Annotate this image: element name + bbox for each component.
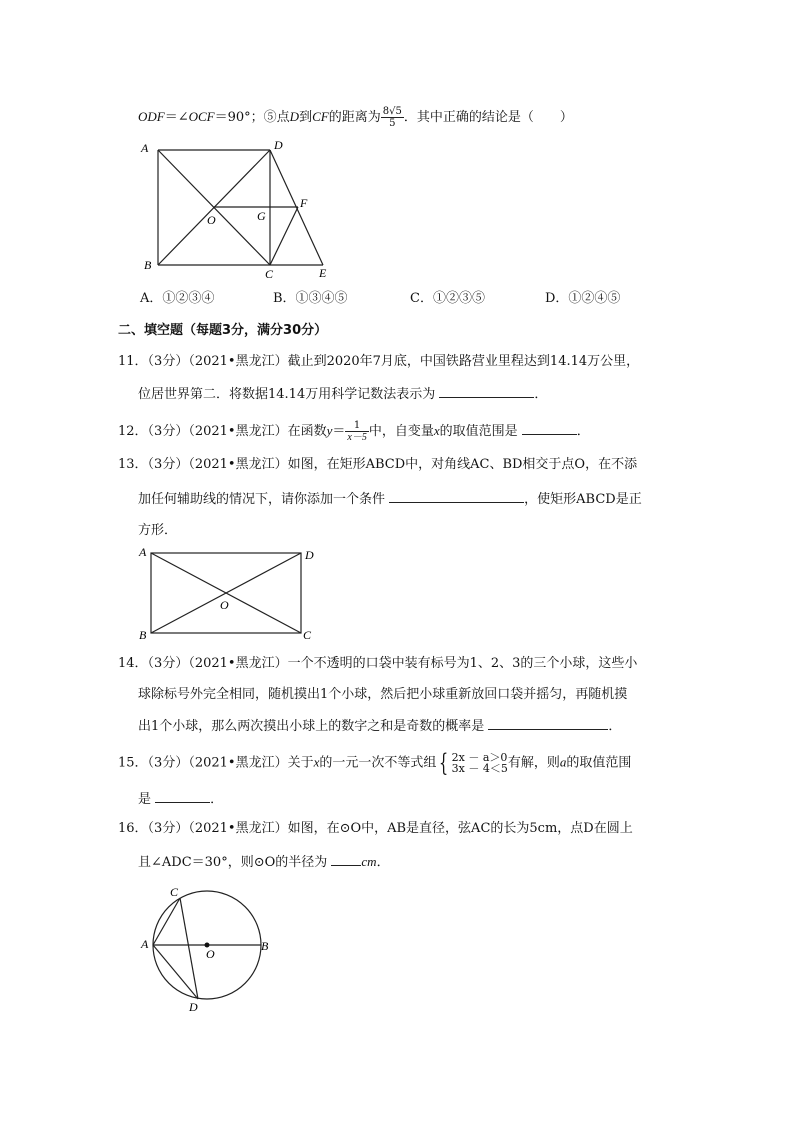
q13-line-1: 13．（3分）（2021•黑龙江）如图，在矩形ABCD中，对角线AC、BD相交于点O，在不添 bbox=[118, 457, 638, 472]
q14-line-2: 球除标号外完全相同，随机摸出1个小球，然后把小球重新放回口袋并摇匀，再随机摸 bbox=[138, 687, 628, 702]
q10-frac-den: 5 bbox=[389, 118, 396, 129]
q10-text-odf: ODF bbox=[138, 109, 165, 124]
q16-line-2 bbox=[138, 853, 390, 872]
q10-option-b: B．①③④⑤ bbox=[273, 291, 348, 306]
figure-rectangle bbox=[135, 543, 325, 643]
q14-end: ． bbox=[608, 719, 622, 734]
q15-text: 的取值范围 bbox=[566, 755, 632, 771]
fig3-label-c: C bbox=[170, 885, 179, 899]
fig2-label-b: B bbox=[139, 628, 147, 642]
q12-text: 中，自变量 bbox=[368, 424, 434, 439]
q10-text: D bbox=[289, 109, 300, 124]
fig2-label-d: D bbox=[305, 548, 314, 562]
fig2-label-c: C bbox=[303, 628, 312, 642]
fig1-label-e: E bbox=[319, 266, 327, 280]
q12-fraction bbox=[345, 420, 368, 443]
q10-text: ＝∠ bbox=[164, 110, 189, 125]
q13-text: ，使矩形ABCD是正 bbox=[524, 492, 642, 507]
q16-answer-blank[interactable] bbox=[331, 853, 361, 866]
q10-option-a: A．①②③④ bbox=[140, 291, 215, 306]
q10-fraction bbox=[381, 106, 404, 129]
q16-unit: cm bbox=[361, 854, 377, 869]
q10-text: ＝90°；⑤点 bbox=[214, 110, 290, 125]
fig3-label-b: B bbox=[261, 939, 269, 953]
q15-line-2 bbox=[138, 790, 223, 809]
q15-a: a bbox=[559, 754, 567, 770]
q12-end: ． bbox=[576, 424, 590, 439]
fig3-label-d: D bbox=[189, 1000, 198, 1014]
q15-text: 的一元一次不等式组 bbox=[319, 755, 437, 771]
fig3-label-a: A bbox=[141, 937, 149, 951]
q12-x: x bbox=[433, 423, 440, 438]
q13-text: 加任何辅助线的情况下，请你添加一个条件 bbox=[138, 492, 386, 507]
fig1-label-f: F bbox=[300, 196, 308, 210]
q10-option-c: C．①②③⑤ bbox=[410, 291, 485, 306]
q10-frac-num: 8√5 bbox=[382, 106, 402, 117]
q16-end: ． bbox=[376, 855, 390, 870]
q15-row-1: 2x － a＞0 bbox=[451, 751, 508, 764]
q13-answer-blank[interactable] bbox=[389, 490, 524, 503]
q14-line-1: 14．（3分）（2021•黑龙江）一个不透明的口袋中装有标号为1、2、3的三个小球，这些小 bbox=[118, 656, 638, 671]
q11-line-2 bbox=[138, 385, 547, 404]
q11-end: ． bbox=[534, 387, 548, 402]
section-heading-fill-blank: 二、填空题（每题3分，满分30分） bbox=[118, 323, 328, 338]
q10-conclusion-line bbox=[138, 106, 573, 129]
q15-text: 是 bbox=[138, 792, 152, 807]
q15-line-1 bbox=[118, 749, 632, 777]
q12-text: 12．（3分）（2021•黑龙江）在函数 bbox=[118, 424, 327, 439]
q10-text: OCF bbox=[188, 109, 215, 124]
q12-text: 的取值范围是 bbox=[439, 424, 518, 439]
q11-line-1: 11．（3分）（2021•黑龙江）截止到2020年7月底，中国铁路营业里程达到14.14万公里， bbox=[118, 354, 640, 369]
q12-eq: ＝ bbox=[332, 424, 346, 439]
q10-text: CF bbox=[312, 109, 329, 124]
figure-circle bbox=[135, 880, 285, 1015]
fig2-label-o: O bbox=[220, 598, 229, 612]
fig1-label-d: D bbox=[274, 138, 283, 152]
q15-x: x bbox=[313, 754, 320, 770]
q12-line bbox=[118, 420, 590, 443]
q13-line-3: 方形． bbox=[138, 523, 178, 538]
q12-y: y bbox=[326, 423, 333, 438]
q14-text: 出1个小球，那么两次摸出小球上的数字之和是奇数的概率是 bbox=[138, 719, 485, 734]
q15-text: 有解，则 bbox=[507, 755, 560, 771]
fig1-label-g: G bbox=[257, 209, 266, 223]
q15-end: ． bbox=[210, 792, 224, 807]
figure-parallelogram bbox=[135, 135, 345, 285]
q16-text: 且∠ADC＝30°，则⊙O的半径为 bbox=[138, 855, 328, 870]
q15-text: 15．（3分）（2021•黑龙江）关于 bbox=[118, 755, 314, 771]
q10-text: 的距离为 bbox=[328, 110, 381, 125]
fig1-label-c: C bbox=[265, 267, 274, 281]
fig1-label-b: B bbox=[144, 258, 152, 272]
q10-text: ．其中正确的结论是（ ） bbox=[403, 110, 573, 125]
fig1-label-o: O bbox=[207, 213, 216, 227]
fig2-label-a: A bbox=[139, 545, 147, 559]
q15-answer-blank[interactable] bbox=[155, 790, 210, 803]
q11-answer-blank[interactable] bbox=[439, 385, 534, 398]
q10-option-d: D．①②④⑤ bbox=[545, 291, 621, 306]
q10-text: 到 bbox=[299, 110, 313, 125]
q13-line-2 bbox=[138, 490, 642, 509]
q12-answer-blank[interactable] bbox=[522, 422, 577, 435]
q14-answer-blank[interactable] bbox=[488, 717, 608, 730]
q11-text: 位居世界第二．将数据14.14万用科学记数法表示为 bbox=[138, 387, 436, 402]
q12-frac-num: 1 bbox=[345, 420, 368, 432]
q15-row-2: 3x － 4＜5 bbox=[451, 762, 508, 775]
q16-line-1: 16．（3分）（2021•黑龙江）如图，在⊙O中，AB是直径，弦AC的长为5cm，点D在圆上 bbox=[118, 821, 633, 836]
q12-frac-den: x－5 bbox=[347, 432, 367, 443]
q14-line-3 bbox=[138, 717, 621, 736]
q15-inequality-system: { 2x － a＞0 3x － 4＜5 bbox=[439, 749, 508, 777]
fig1-label-a: A bbox=[141, 141, 149, 155]
fig3-label-o: O bbox=[206, 947, 215, 961]
